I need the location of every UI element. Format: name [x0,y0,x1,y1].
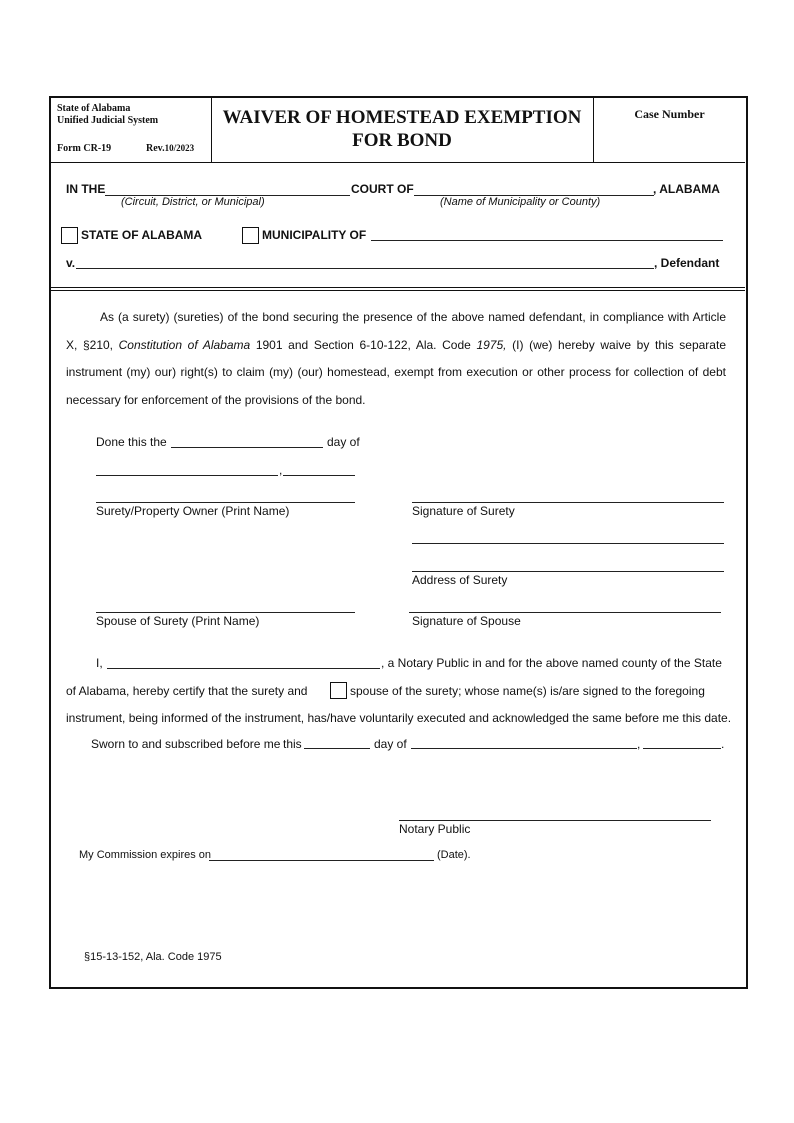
header-divider-right [593,97,594,163]
surety-signature-field[interactable] [412,502,724,503]
notary-i-label: I, [96,656,103,670]
statute-reference: §15-13-152, Ala. Code 1975 [84,951,222,963]
waiver-text-b: 1901 and Section 6-10-122, Ala. Code [250,337,477,352]
sworn-day-field[interactable] [304,748,370,749]
sworn-this-label: this [283,737,302,751]
sworn-comma: , [637,737,641,751]
spouse-print-label: Spouse of Surety (Print Name) [96,614,260,628]
sworn-year-field[interactable] [643,748,721,749]
surety-address-field-1[interactable] [412,543,724,544]
section-double-rule-bottom [50,290,745,291]
state-name: State of Alabama [57,103,131,114]
waiver-text-a: As (a surety) (sureties) of the bond securing the presence of the above named defendant, in compliance with Article X, §210, [66,310,726,352]
state-checkbox[interactable] [61,227,78,244]
spouse-name-field[interactable] [96,612,355,613]
done-month-field[interactable] [96,475,278,476]
sworn-month-field[interactable] [411,748,637,749]
form-title-line1: WAIVER OF HOMESTEAD EXEMPTION [222,107,582,128]
commission-date-field[interactable] [209,860,434,861]
sworn-label: Sworn to and subscribed before me [91,737,281,751]
notary-name-field[interactable] [107,668,380,669]
code-year: 1975, [476,337,507,352]
form-title-line2: FOR BOND [352,130,452,151]
notary-cert-line3: instrument, being informed of the instrument, has/have voluntarily executed and acknowledged the same before me this date. [66,711,732,725]
revision [146,143,194,154]
sworn-period: . [721,737,725,751]
surety-address-field-2[interactable] [412,571,724,572]
municipality-option-label: MUNICIPALITY OF [262,228,367,242]
notary-public-label: Notary Public [399,822,471,836]
in-the-label: IN THE [66,182,106,196]
commission-label: My Commission expires on [79,849,212,861]
versus-label: v. [66,256,76,270]
location-hint: (Name of Municipality or County) [440,196,601,208]
surety-signature-label: Signature of Surety [412,504,515,518]
defendant-name-field[interactable] [76,268,654,269]
done-year-field[interactable] [283,475,355,476]
spouse-checkbox[interactable] [330,682,347,699]
header-divider-left [211,97,212,163]
revision-date: 10/2023 [164,143,195,153]
waiver-text-c: (I) (we) hereby waive by this separate instrument (my) our) right(s) to claim (my) (our) homestead, exempt from execution or other process for collection of debt necessary for enforcement of the provisions of the bond. [66,337,726,407]
sworn-day-of-label: day of [374,737,407,751]
notary-signature-field[interactable] [399,820,711,821]
surety-address-label: Address of Surety [412,573,508,587]
revision-label: Rev. [146,143,165,154]
spouse-signature-label: Signature of Spouse [412,614,521,628]
surety-owner-label: Surety/Property Owner (Print Name) [96,504,290,518]
state-option-label: STATE OF ALABAMA [81,228,203,242]
defendant-label: , Defendant [654,256,720,270]
notary-cert-line1: , a Notary Public in and for the above named county of the State [381,656,722,670]
municipality-field[interactable] [371,240,723,241]
notary-cert-line2a: of Alabama, hereby certify that the surety and [66,684,308,698]
surety-owner-name-field[interactable] [96,502,355,503]
constitution-title: Constitution of Alabama [118,337,251,352]
notary-cert-line2b: spouse of the surety; whose name(s) is/are signed to the foregoing [350,684,705,698]
spouse-signature-field[interactable] [409,612,721,613]
court-of-label: COURT OF [351,182,414,196]
waiver-paragraph [66,304,726,414]
case-number-label: Case Number [634,107,705,121]
done-comma: , [279,463,283,477]
system-name: Unified Judicial System [57,115,159,126]
header-bottom-rule [50,162,745,163]
section-double-rule-top [50,287,745,288]
form-number: Form CR-19 [57,143,112,154]
done-day-of-label: day of [327,435,360,449]
commission-date-hint: (Date). [437,849,471,861]
done-day-field[interactable] [171,447,323,448]
municipality-checkbox[interactable] [242,227,259,244]
court-type-hint: (Circuit, District, or Municipal) [121,196,265,208]
alabama-label: , ALABAMA [653,182,720,196]
done-this-label: Done this the [96,435,167,449]
